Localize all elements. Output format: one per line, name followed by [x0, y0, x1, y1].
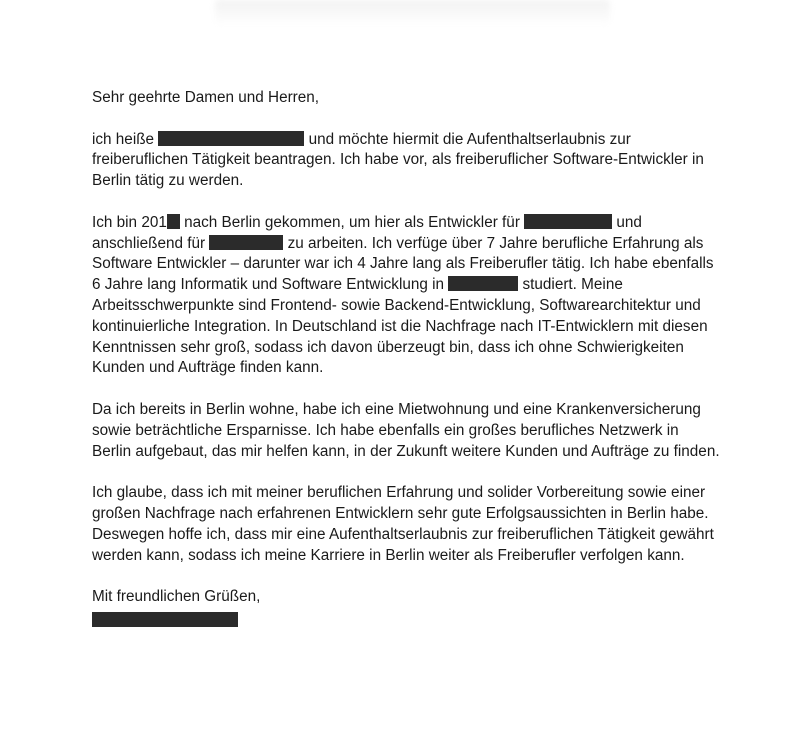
text-line: Arbeitsschwerpunkte sind Frontend- sowie Backend-Entwicklung, Softwarearchitektur und — [92, 296, 701, 314]
redacted-location — [448, 276, 518, 291]
paragraph-experience — [92, 213, 732, 379]
text-line — [92, 275, 732, 296]
text-line: kontinuierliche Integration. In Deutschland ist die Nachfrage nach IT-Entwicklern mit diesen — [92, 317, 708, 335]
text-line: Berlin aufgebaut, das mir helfen kann, in der Zukunft weitere Kunden und Aufträge zu finden. — [92, 442, 720, 460]
letter-body — [92, 88, 732, 627]
text-line: großen Nachfrage nach erfahrenen Entwicklern sehr gute Erfolgsaussichten in Berlin habe. — [92, 504, 709, 522]
paragraph-gap — [92, 566, 732, 587]
paragraph-gap — [92, 379, 732, 400]
text-line: sowie beträchtliche Ersparnisse. Ich habe ebenfalls ein großes berufliches Netzwerk in — [92, 421, 679, 439]
text-fragment: anschließend für — [92, 234, 210, 252]
text-line: freiberuflichen Tätigkeit beantragen. Ich habe vor, als freiberuflicher Software-Entwickler in — [92, 151, 704, 169]
text-fragment: 6 Jahre lang Informatik und Software Entwicklung in — [92, 276, 449, 294]
text-line: Deswegen hoffe ich, dass mir eine Aufenthaltserlaubnis zur freiberuflichen Tätigkeit gewährt — [92, 525, 714, 543]
text-fragment: ich heiße — [92, 130, 159, 148]
text-line: werden kann, sodass ich meine Karriere in Berlin weiter als Freiberufler verfolgen kann. — [92, 546, 685, 564]
text-line: Kenntnissen sehr groß, sodass ich davon überzeugt bin, dass ich ohne Schwierigkeiten — [92, 338, 684, 356]
redacted-signature — [92, 612, 238, 627]
redacted-employer — [524, 214, 612, 229]
text-line — [92, 234, 732, 255]
text-line: Kunden und Aufträge finden kann. — [92, 359, 324, 377]
text-fragment: zu arbeiten. Ich verfüge über 7 Jahre berufliche Erfahrung als — [283, 234, 704, 252]
text-line: Software Entwickler – darunter war ich 4 Jahre lang als Freiberufler tätig. Ich habe ebenfalls — [92, 255, 714, 273]
closing: Mit freundlichen Grüßen, — [92, 588, 261, 606]
text-fragment: Ich bin 201 — [92, 213, 167, 231]
paragraph-gap — [92, 192, 732, 213]
text-line — [92, 130, 732, 151]
blurred-header — [215, 0, 610, 26]
redacted-employer — [209, 235, 283, 250]
text-line: Da ich bereits in Berlin wohne, habe ich eine Mietwohnung und eine Krankenversicherung — [92, 400, 701, 418]
redacted-name — [158, 131, 304, 146]
text-fragment: nach Berlin gekommen, um hier als Entwickler für — [179, 213, 525, 231]
text-line: Ich glaube, dass ich mit meiner beruflichen Erfahrung und solider Vorbereitung sowie einer — [92, 484, 706, 502]
paragraph-introduction — [92, 130, 732, 192]
text-fragment: und möchte hiermit die Aufenthaltserlaubnis zur — [304, 130, 631, 148]
text-fragment: studiert. Meine — [518, 276, 623, 294]
paragraph-conclusion — [92, 483, 732, 566]
text-fragment: und — [612, 213, 642, 231]
salutation: Sehr geehrte Damen und Herren, — [92, 89, 320, 106]
redacted-year-digit — [167, 214, 180, 229]
text-line: Berlin tätig zu werden. — [92, 172, 244, 190]
paragraph-gap — [92, 109, 732, 130]
paragraph-gap — [92, 462, 732, 483]
paragraph-situation — [92, 400, 732, 462]
text-line — [92, 213, 732, 234]
